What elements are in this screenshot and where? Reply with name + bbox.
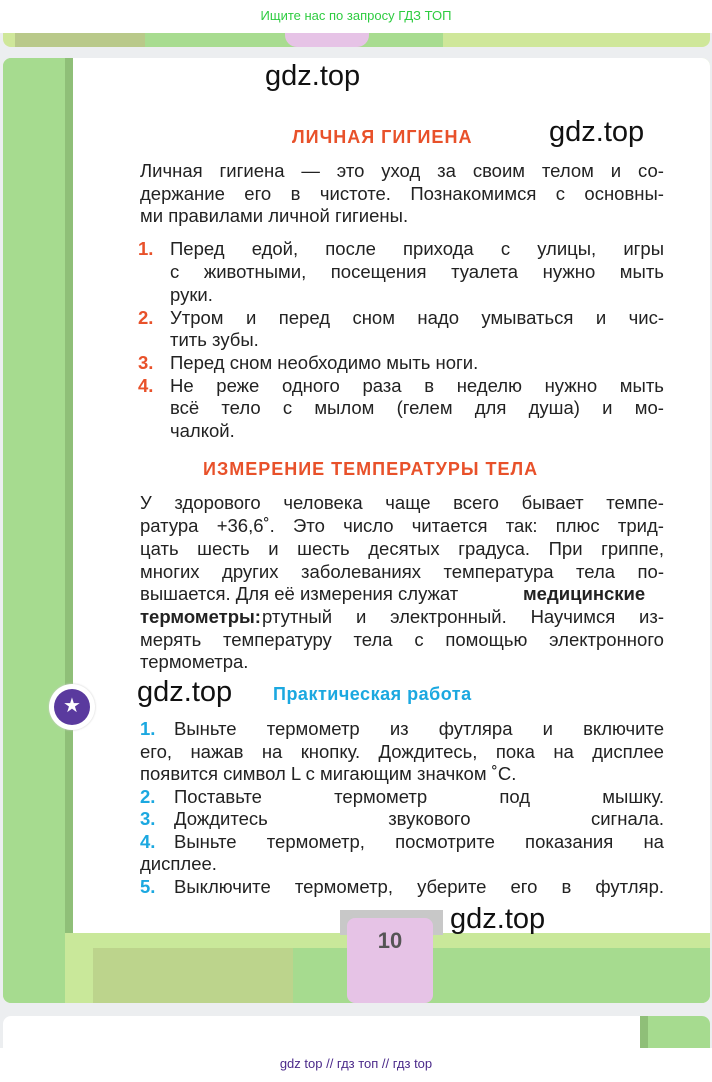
word: на — [261, 741, 283, 762]
word: с — [414, 629, 424, 650]
word: его — [244, 183, 272, 204]
word: с — [282, 397, 293, 418]
top-banner[interactable]: Ищите нас по запросу ГДЗ ТОП — [0, 0, 712, 33]
word: с — [500, 238, 511, 259]
text-line — [174, 831, 664, 854]
word: реже — [216, 375, 260, 396]
word: кнопку. — [300, 741, 361, 762]
word: неделю — [456, 375, 522, 396]
word: футляр. — [595, 876, 664, 897]
item-number: 4. — [138, 375, 154, 396]
word: нужно — [542, 261, 596, 282]
word: термометр — [334, 786, 428, 807]
text-line: вышается. Для её измерения служат — [140, 583, 459, 604]
item-number: 3. — [140, 808, 156, 829]
word: тела — [353, 629, 393, 650]
word: едой, — [251, 238, 299, 259]
word: в — [290, 183, 301, 204]
word: его — [510, 876, 538, 897]
word: телом — [541, 160, 594, 181]
word: показания — [525, 831, 614, 852]
word: число — [343, 515, 394, 536]
word: термометр, — [266, 831, 365, 852]
word: посещения — [330, 261, 427, 282]
word: нажав — [190, 741, 244, 762]
word: после — [325, 238, 376, 259]
word: бывает — [521, 492, 584, 513]
word: темпе- — [606, 492, 664, 513]
word: и — [542, 718, 553, 739]
page-content — [73, 58, 710, 933]
word: уберите — [417, 876, 487, 897]
text-line — [174, 718, 664, 741]
word: шесть — [297, 538, 350, 559]
word: Не — [170, 375, 194, 396]
text-line — [170, 375, 664, 398]
text-line: Перед сном необходимо мыть ноги. — [170, 352, 479, 373]
previous-page-edge — [3, 33, 710, 47]
word: и — [602, 397, 613, 418]
word: мышку. — [602, 786, 664, 807]
word: и — [355, 606, 367, 627]
item-number: 1. — [140, 718, 156, 739]
text-line: тить зубы. — [170, 329, 259, 350]
word: в — [424, 375, 435, 396]
word: умываться — [481, 307, 574, 328]
word: Выньте — [174, 718, 237, 739]
word: одного — [281, 375, 340, 396]
word: (гелем — [396, 397, 453, 418]
text-line — [174, 786, 664, 809]
word: основны- — [584, 183, 664, 204]
text-line — [140, 629, 664, 652]
text-line: чалкой. — [170, 420, 235, 441]
item-number: 2. — [140, 786, 156, 807]
word: и — [595, 307, 607, 328]
section-title: ИЗМЕРЕНИЕ ТЕМПЕРАТУРЫ ТЕЛА — [203, 459, 539, 479]
word: на — [643, 831, 664, 852]
text-line: ми правилами личной гигиены. — [140, 205, 409, 226]
word: мыть — [619, 375, 664, 396]
word: помощью — [445, 629, 528, 650]
word: градуса. — [458, 538, 531, 559]
word: ртутный — [262, 606, 333, 627]
word: Поставьте — [174, 786, 262, 807]
word: трид- — [617, 515, 664, 536]
word: мерять — [140, 629, 202, 650]
word: под — [499, 786, 531, 807]
item-number: 2. — [138, 307, 154, 328]
item-number: 1. — [138, 238, 154, 259]
word: ратура — [140, 515, 199, 536]
item-number: 4. — [140, 831, 156, 852]
word: гигиена — [219, 160, 285, 181]
word: держание — [140, 183, 225, 204]
word: тела — [576, 561, 616, 582]
word: туалета — [451, 261, 519, 282]
star-badge — [49, 684, 95, 730]
page-number: 10 — [347, 918, 433, 1003]
section-title: ЛИЧНАЯ ГИГИЕНА — [292, 127, 473, 147]
word: нужно — [544, 375, 598, 396]
word: При — [548, 538, 583, 559]
word: включите — [583, 718, 664, 739]
watermark: gdz.top — [265, 60, 361, 92]
watermark: gdz.top — [137, 676, 233, 708]
item-number: 3. — [138, 352, 154, 373]
word: раза — [362, 375, 402, 396]
word: с — [555, 183, 565, 204]
stars-icon: ★ — [54, 689, 90, 725]
word: прихода — [403, 238, 474, 259]
word: за — [437, 160, 456, 181]
text-line — [140, 515, 664, 538]
word: и — [245, 307, 257, 328]
text-line — [140, 160, 664, 183]
word: плюс — [555, 515, 600, 536]
word: здорового — [174, 492, 261, 513]
textbook-page — [3, 58, 710, 1003]
word: Дождитесь — [174, 808, 268, 829]
word: Познакомимся — [410, 183, 537, 204]
text-line — [140, 492, 664, 515]
word: десятых — [368, 538, 440, 559]
word: посмотрите — [395, 831, 495, 852]
word: сигнала. — [590, 808, 664, 829]
word: Это — [293, 515, 325, 536]
word: Дождитесь, — [378, 741, 478, 762]
word: со- — [638, 160, 664, 181]
watermark: gdz.top — [450, 903, 546, 935]
word: многих — [140, 561, 200, 582]
word: термометр, — [294, 876, 393, 897]
word: шесть — [197, 538, 250, 559]
word: так: — [505, 515, 538, 536]
word: читается — [411, 515, 488, 536]
page-side-strip — [3, 58, 65, 1003]
text-line — [140, 538, 664, 561]
word: звукового — [388, 808, 471, 829]
word: пока — [495, 741, 535, 762]
word: по- — [637, 561, 664, 582]
bold-term: медицинские — [523, 583, 646, 604]
word: перед — [278, 307, 331, 328]
word: электронный. — [390, 606, 507, 627]
text-line — [140, 183, 664, 206]
word: животными, — [203, 261, 307, 282]
text-line — [174, 876, 664, 899]
word: душа) — [528, 397, 580, 418]
word: чис- — [628, 307, 664, 328]
word: дисплее — [592, 741, 664, 762]
text-line: термометра. — [140, 651, 249, 672]
text-line — [262, 606, 664, 629]
word: цать — [140, 538, 179, 559]
word: для — [474, 397, 507, 418]
strip-edge — [65, 58, 73, 933]
word: термометр — [266, 718, 360, 739]
text-line: дисплее. — [140, 853, 217, 874]
word: +36,6˚. — [216, 515, 275, 536]
word: улицы, — [537, 238, 597, 259]
word: тело — [221, 397, 261, 418]
word: с — [170, 261, 180, 282]
word: всего — [453, 492, 499, 513]
word: игры — [623, 238, 664, 259]
word: человека — [283, 492, 363, 513]
word: в — [561, 876, 572, 897]
item-number: 5. — [140, 876, 156, 897]
word: других — [222, 561, 279, 582]
word: Личная — [140, 160, 203, 181]
text-line — [170, 397, 664, 420]
word: Научимся — [530, 606, 616, 627]
word: мо- — [634, 397, 664, 418]
word: из — [389, 718, 409, 739]
word: и — [268, 538, 279, 559]
text-line — [140, 561, 664, 584]
word: это — [336, 160, 365, 181]
word: Утром — [170, 307, 224, 328]
word: заболеваниях — [300, 561, 422, 582]
text-line — [170, 261, 664, 284]
section-title: Практическая работа — [273, 684, 472, 704]
text-line: появится символ L с мигающим значком ˚С. — [140, 763, 517, 784]
word: уход — [381, 160, 421, 181]
word: Выньте — [174, 831, 237, 852]
word: чистоте. — [319, 183, 391, 204]
word: Выключите — [174, 876, 271, 897]
word: и — [610, 160, 622, 181]
word: гриппе, — [601, 538, 664, 559]
word: Перед — [170, 238, 225, 259]
word: чаще — [385, 492, 431, 513]
text-line — [174, 808, 664, 831]
word: своим — [472, 160, 526, 181]
bottom-band-shade — [93, 948, 293, 1003]
word: температура — [443, 561, 554, 582]
bold-term: термометры: — [140, 606, 261, 627]
word: температуру — [222, 629, 332, 650]
word: из- — [639, 606, 664, 627]
word: футляра — [438, 718, 513, 739]
word: надо — [417, 307, 459, 328]
word: — — [301, 160, 320, 181]
watermark: gdz.top — [549, 116, 645, 148]
text-line — [170, 307, 664, 330]
word: всё — [170, 397, 200, 418]
text-line — [140, 741, 664, 764]
word: мылом — [314, 397, 375, 418]
word: его, — [140, 741, 173, 762]
word: сном — [352, 307, 395, 328]
word: электронного — [549, 629, 664, 650]
footer-links[interactable]: gdz top // гдз топ // гдз top — [0, 1048, 712, 1082]
text-line: руки. — [170, 284, 213, 305]
text-line — [170, 238, 664, 261]
word: У — [140, 492, 152, 513]
word: на — [553, 741, 574, 762]
word: мыть — [619, 261, 664, 282]
